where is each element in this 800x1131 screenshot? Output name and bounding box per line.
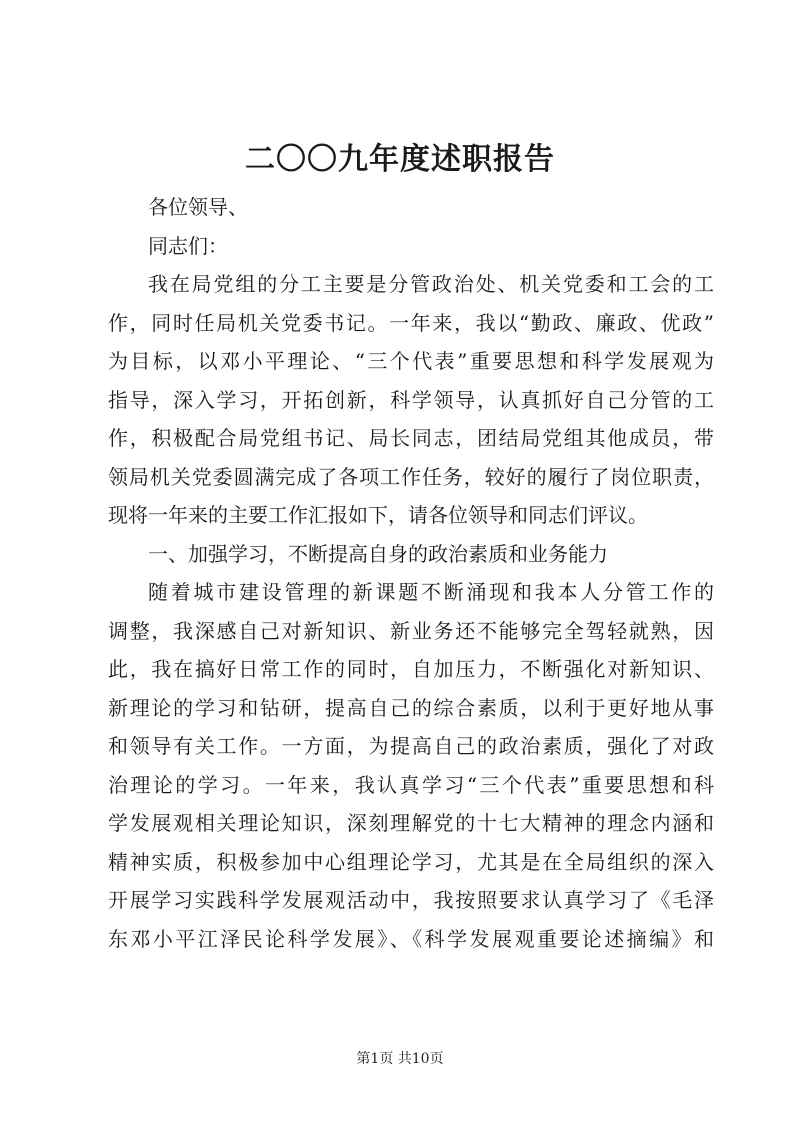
paragraph-line: 作，同时任局机关党委书记。一年来，我以“勤政、廉政、优政”: [108, 310, 714, 335]
greeting-line: 各位领导、: [148, 195, 248, 219]
paragraph-line: 东邓小平江泽民论科学发展》、《科学发展观重要论述摘编》和: [108, 926, 714, 951]
paragraph-line: 此，我在搞好日常工作的同时，自加压力，不断强化对新知识、: [108, 657, 714, 681]
paragraph-line: 作，积极配合局党组书记、局长同志，团结局党组其他成员，带: [108, 426, 714, 450]
paragraph-line: 指导，深入学习，开拓创新，科学领导，认真抓好自己分管的工: [108, 387, 714, 412]
section-heading: 一、加强学习，不断提高自身的政治素质和业务能力: [148, 541, 608, 566]
paragraph-line: 调整，我深感自己对新知识、新业务还不能够完全驾轻就熟，因: [108, 618, 714, 643]
greeting-line: 同志们：: [148, 233, 228, 258]
paragraph-line: 和领导有关工作。一方面，为提高自己的政治素质，强化了对政: [108, 734, 714, 758]
paragraph-line: 我在局党组的分工主要是分管政治处、机关党委和工会的工: [148, 272, 714, 296]
paragraph-line: 新理论的学习和钻研，提高自己的综合素质，以利于更好地从事: [108, 695, 714, 720]
paragraph-line: 随着城市建设管理的新课题不断涌现和我本人分管工作的: [148, 580, 714, 604]
paragraph-line: 现将一年来的主要工作汇报如下，请各位领导和同志们评议。: [108, 503, 648, 527]
page-number-footer: 第1页 共10页: [356, 1051, 444, 1067]
paragraph-line: 为目标，以邓小平理论、“三个代表”重要思想和科学发展观为: [108, 349, 714, 373]
paragraph-line: 领局机关党委圆满完成了各项工作任务，较好的履行了岗位职责，: [108, 464, 714, 489]
paragraph-line: 治理论的学习。一年来，我认真学习“三个代表”重要思想和科: [108, 772, 714, 797]
paragraph-line: 学发展观相关理论知识，深刻理解党的十七大精神的理念内涵和: [108, 811, 714, 835]
paragraph-line: 精神实质，积极参加中心组理论学习，尤其是在全局组织的深入: [108, 849, 714, 874]
paragraph-line: 开展学习实践科学发展观活动中，我按照要求认真学习了《毛泽: [108, 888, 714, 912]
document-body: [108, 188, 714, 958]
document-title: 二〇〇九年度述职报告: [245, 142, 555, 177]
